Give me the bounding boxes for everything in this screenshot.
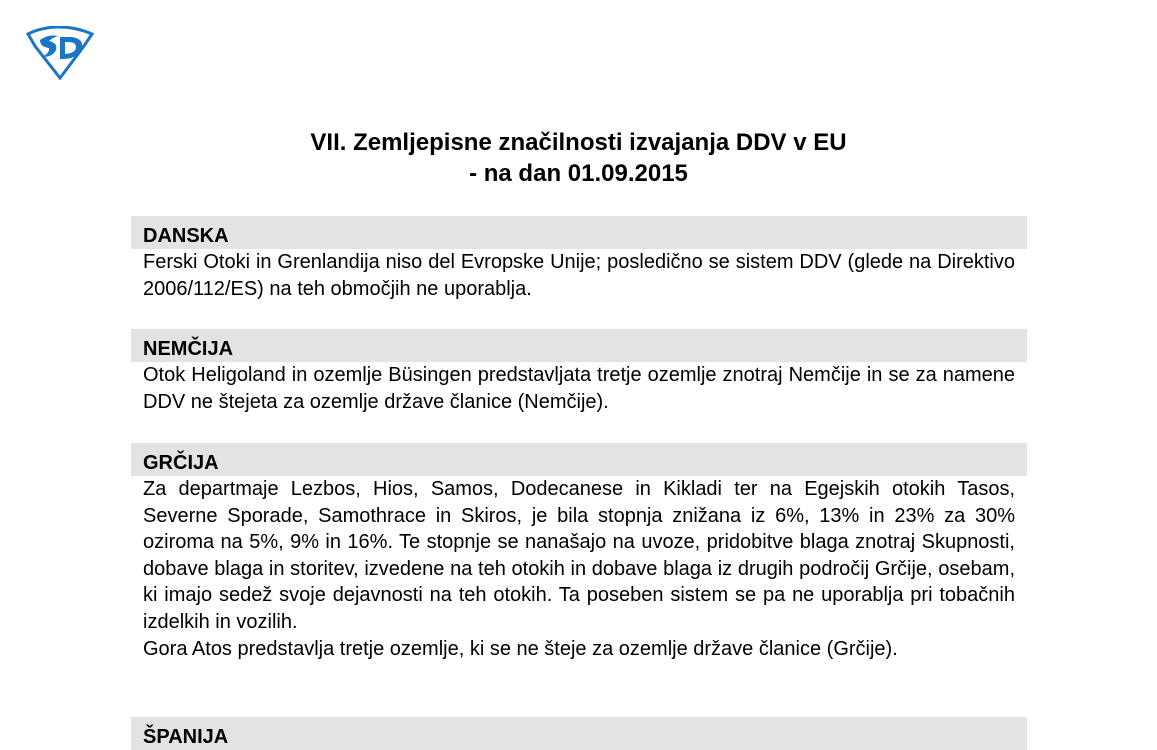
document-title [0,127,1157,189]
section-heading: ŠPANIJA [131,717,1027,750]
section-paragraph: Otok Heligoland in ozemlje Büsingen predstavljata tretje ozemlje znotraj Nemčije in se za namene DDV ne štejeta za ozemlje države članice (Nemčije). [143,364,1015,413]
sd-shield-logo-icon [22,26,96,80]
title-line-2: - na dan 01.09.2015 [469,160,688,187]
section-nemcija [131,329,1027,415]
section-spanija [131,717,1027,750]
section-paragraph: Gora Atos predstavlja tretje ozemlje, ki se ne šteje za ozemlje države članice (Grčije). [143,637,898,660]
section-heading: GRČIJA [131,443,1027,476]
section-paragraph: Za departmaje Lezbos, Hios, Samos, Dodecanese in Kikladi ter na Egejskih otokih Tasos, Severne Sporade, Samothrace in Skiros, je bila stopnja znižana iz 6%, 13% in 23% za 30% oziroma na 5%, 9% in 16%. Te stopnje se nanašajo na uvoze, pridobitve blaga znotraj Skupnosti, dobave blaga in storitev, izvedene na teh otokih in dobave blaga iz drugih področij Grčije, osebam, ki imajo sedež svoje dejavnosti na teh otokih. Ta poseben sistem se pa ne uporablja pri tobačnih izdelkih in vozilih. [143,478,1015,633]
section-heading: NEMČIJA [131,329,1027,362]
section-grcija [131,443,1027,662]
section-danska [131,216,1027,302]
company-logo [22,26,96,80]
title-line-1: VII. Zemljepisne značilnosti izvajanja DDV v EU [310,129,847,156]
section-paragraph: Ferski Otoki in Grenlandija niso del Evropske Unije; posledično se sistem DDV (glede na Direktivo 2006/112/ES) na teh območjih ne uporablja. [143,251,1015,300]
section-heading: DANSKA [131,216,1027,249]
